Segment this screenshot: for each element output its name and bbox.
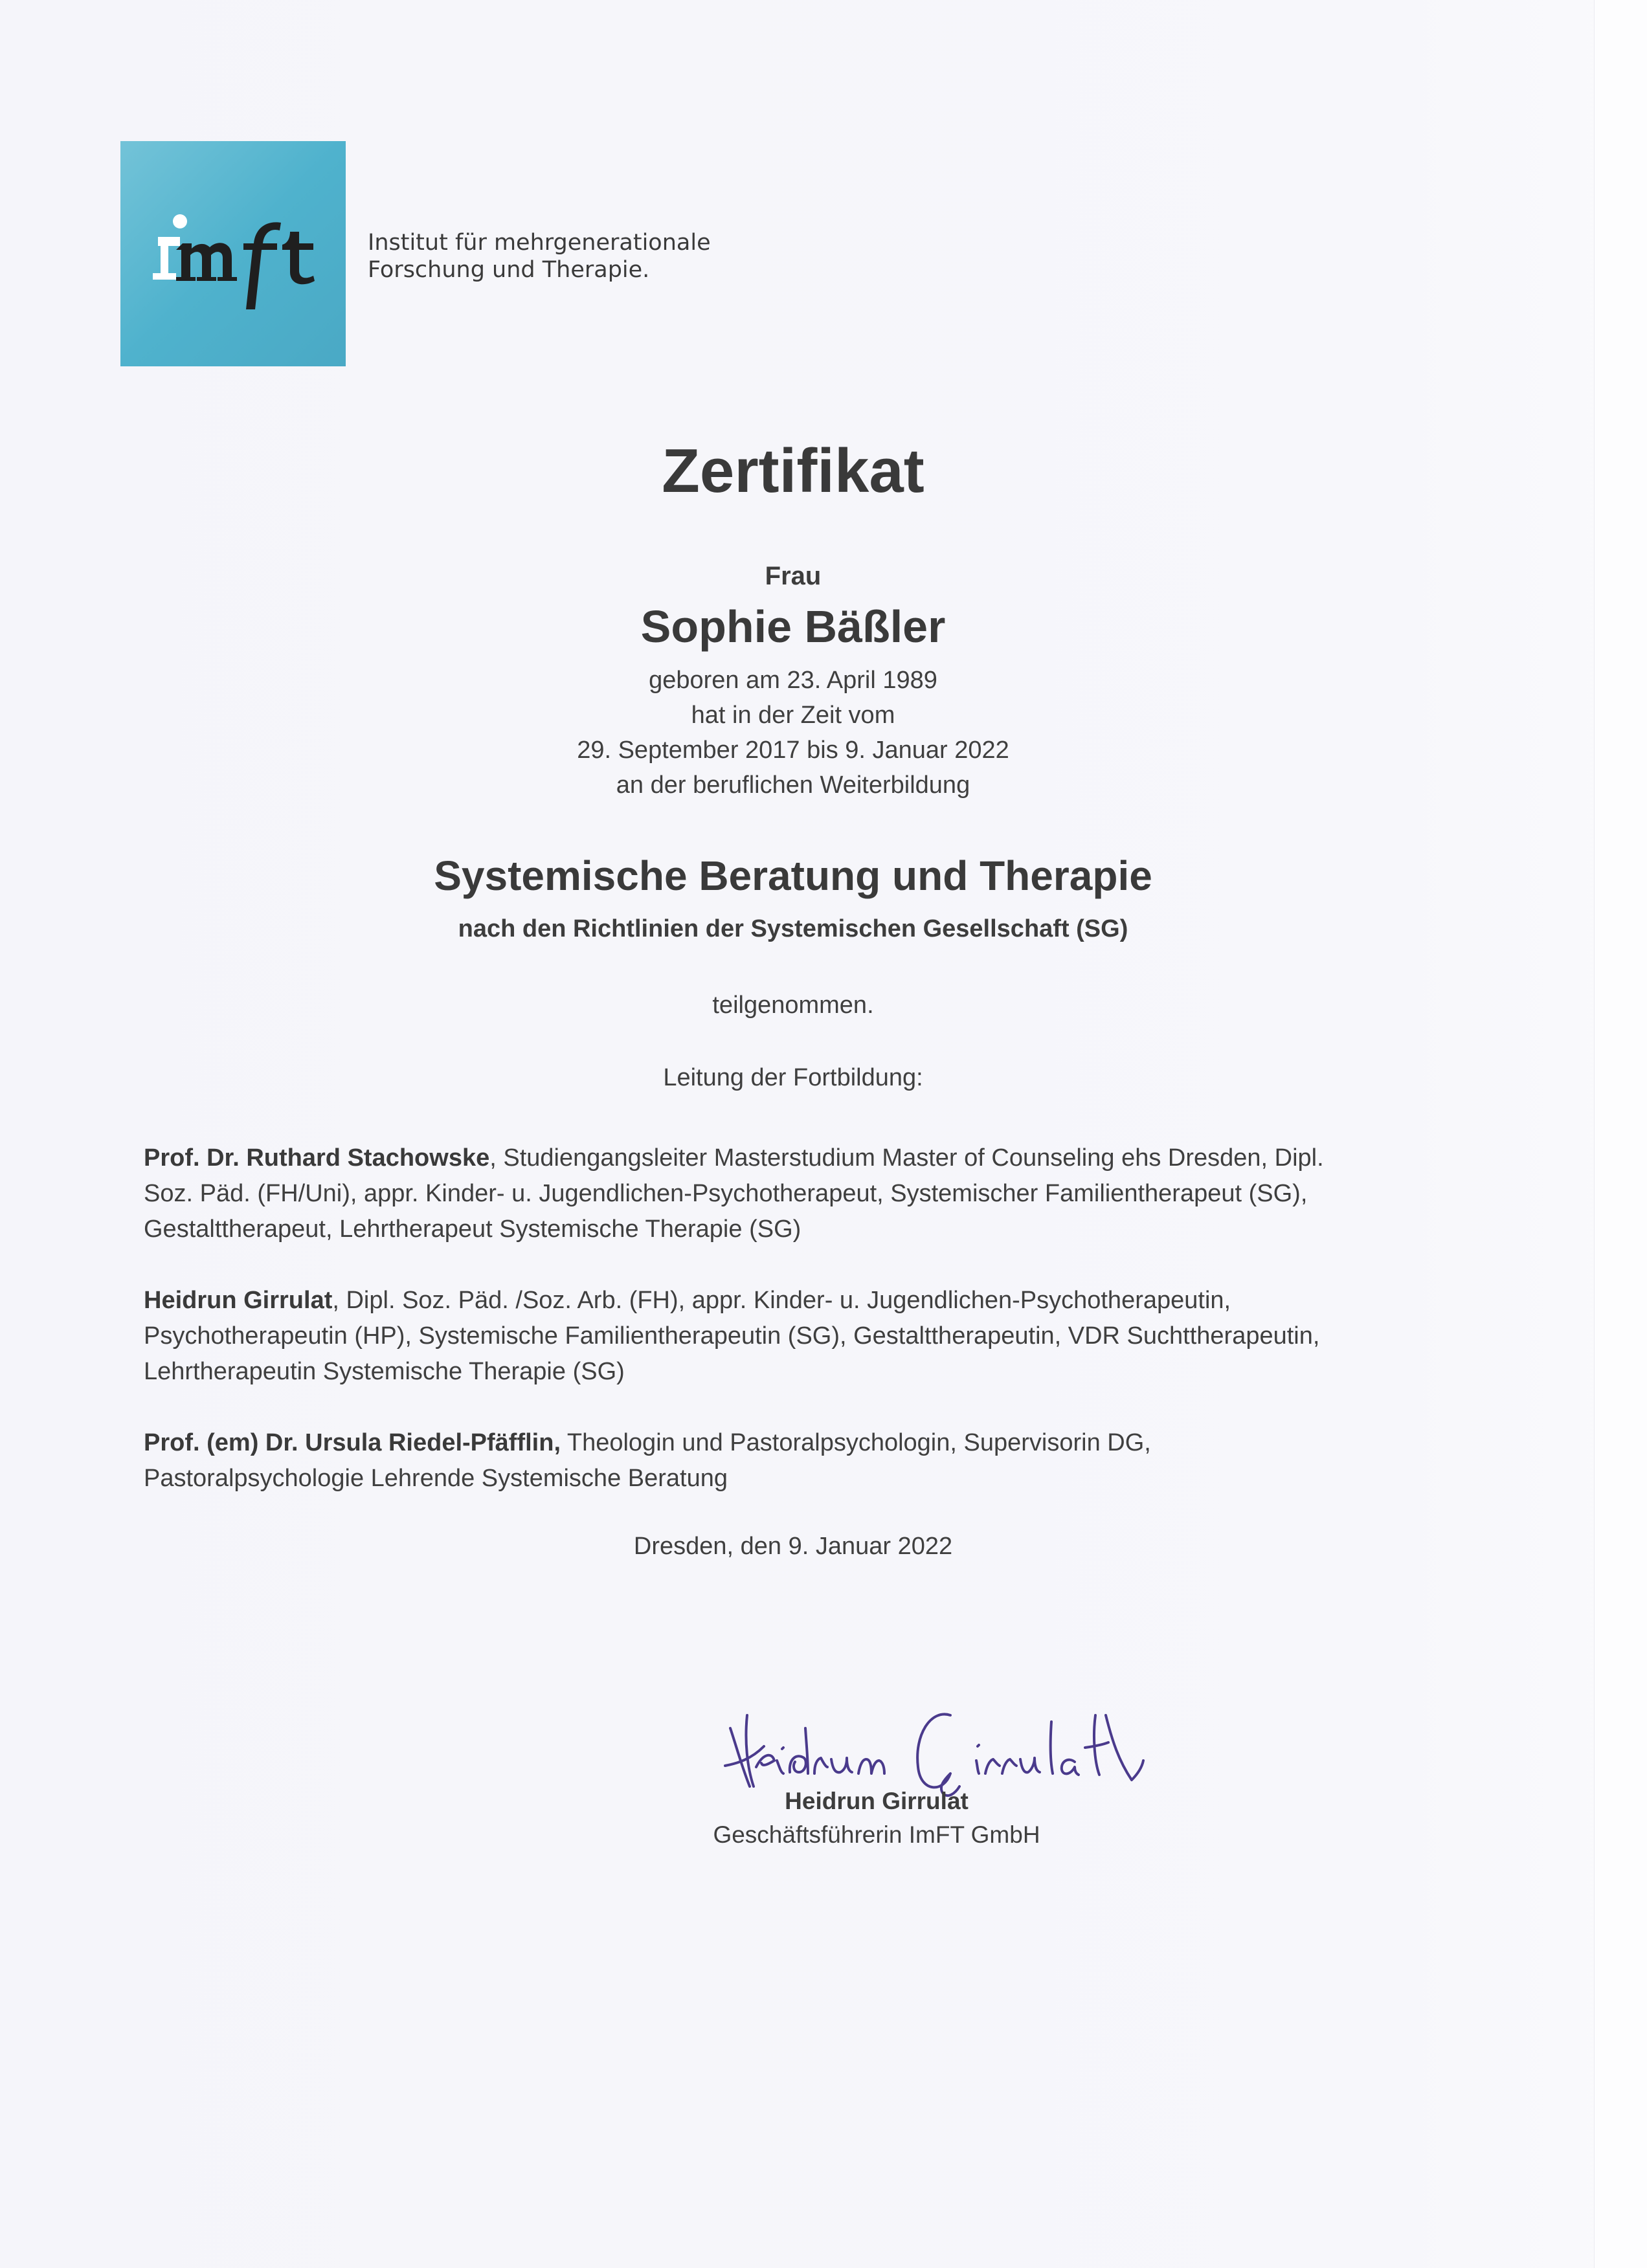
salutation: Frau xyxy=(765,562,822,590)
leader-description: Gestalttherapeut, Lehrtherapeut Systemische Therapie (SG) xyxy=(144,1216,801,1243)
certificate-title: Zertifikat xyxy=(662,436,924,506)
period-intro: hat in der Zeit vom xyxy=(691,702,895,729)
leader-name: Prof. Dr. Ruthard Stachowske xyxy=(144,1144,490,1172)
participated-text: teilgenommen. xyxy=(712,992,874,1019)
leader-description: Lehrtherapeutin Systemische Therapie (SG) xyxy=(144,1358,625,1385)
place-and-date: Dresden, den 9. Januar 2022 xyxy=(633,1533,953,1560)
institute-name-line1: Institut für mehrgenerationale xyxy=(368,230,711,256)
leadership-heading: Leitung der Fortbildung: xyxy=(663,1064,923,1091)
training-period: 29. September 2017 bis 9. Januar 2022 xyxy=(577,737,1009,764)
institute-name-line2: Forschung und Therapie. xyxy=(368,257,650,283)
leader-description: Theologin und Pastoralpsychologin, Supervisorin DG, xyxy=(561,1429,1151,1456)
course-subtitle: nach den Richtlinien der Systemischen Gesellschaft (SG) xyxy=(458,915,1128,942)
leader-description: , Dipl. Soz. Päd. /Soz. Arb. (FH), appr. Kinder- u. Jugendlichen-Psychotherapeutin, xyxy=(332,1287,1231,1314)
imft-logo xyxy=(120,141,346,366)
leader-entry xyxy=(144,1140,1510,1247)
participation-intro: an der beruflichen Weiterbildung xyxy=(616,772,970,799)
signer-name: Heidrun Girrulat xyxy=(785,1788,969,1814)
leader-description: Soz. Päd. (FH/Uni), appr. Kinder- u. Jugendlichen-Psychotherapeut, Systemischer Familientherapeut (SG), xyxy=(144,1180,1308,1207)
leader-name: Prof. (em) Dr. Ursula Riedel-Pfäfflin, xyxy=(144,1429,561,1456)
institute-name xyxy=(368,229,711,284)
leader-description: Psychotherapeutin (HP), Systemische Familientherapeutin (SG), Gestalttherapeutin, VDR Suchttherapeutin, xyxy=(144,1322,1320,1350)
leader-name: Heidrun Girrulat xyxy=(144,1287,333,1314)
leader-description: , Studiengangsleiter Masterstudium Master of Counseling ehs Dresden, Dipl. xyxy=(489,1144,1324,1172)
leader-entry xyxy=(144,1283,1510,1390)
recipient-name: Sophie Bäßler xyxy=(640,601,946,652)
birth-date: geboren am 23. April 1989 xyxy=(649,667,937,694)
imft-logo-mark xyxy=(120,141,346,366)
scan-edge xyxy=(1594,0,1647,2268)
course-title: Systemische Beratung und Therapie xyxy=(434,852,1152,899)
leader-description: Pastoralpsychologie Lehrende Systemische Beratung xyxy=(144,1465,728,1492)
leader-entry xyxy=(144,1425,1510,1496)
signer-role: Geschäftsführerin ImFT GmbH xyxy=(713,1821,1040,1848)
